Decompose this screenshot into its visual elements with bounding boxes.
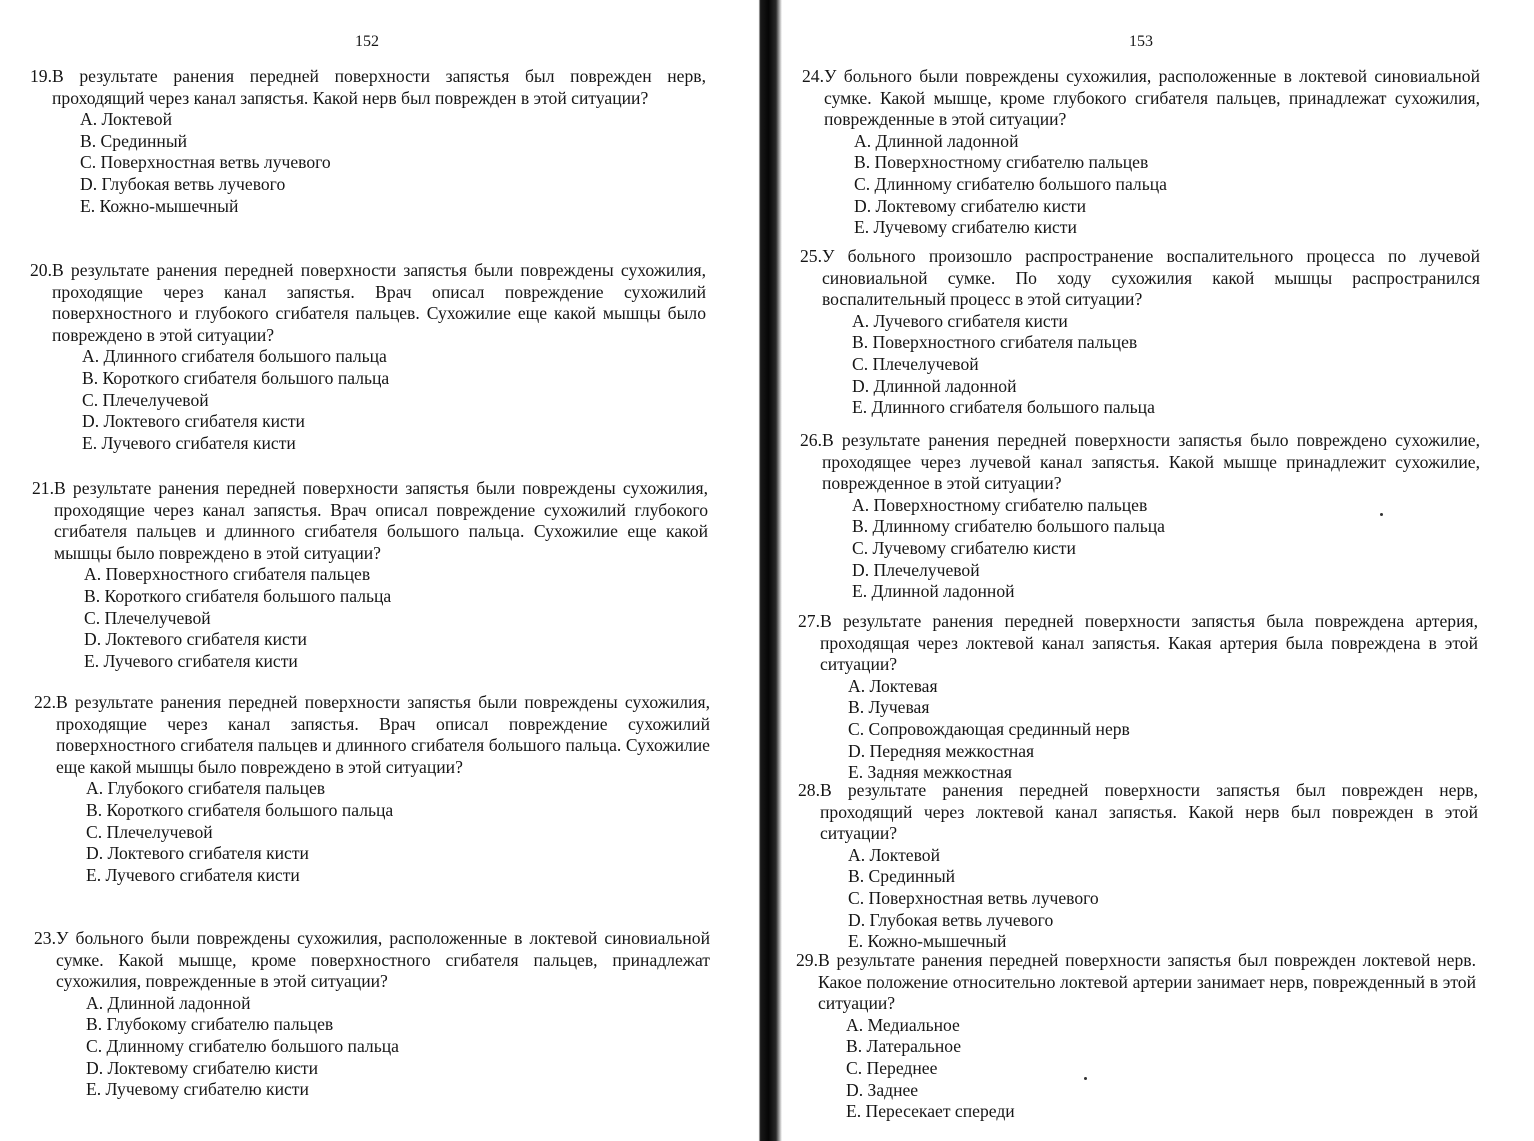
scan-speck (1380, 513, 1383, 516)
question-number: 25. (800, 246, 822, 266)
question-22 (34, 692, 710, 886)
answer-option: D. Передняя межкостная (848, 740, 1035, 761)
question-text: В результате ранения передней поверхности запястья было повреждено сухожилие, проходящее через лучевой канал запястья. Какой мышце принадлежит сухожилие, поврежденное в этой ситуации? (822, 430, 1480, 494)
page-number: 153 (1129, 33, 1153, 50)
answer-option: D. Локтевому сгибателю кисти (854, 195, 1087, 216)
question-number: 21. (32, 478, 54, 498)
answer-options (30, 346, 706, 454)
answer-option: B. Поверхностному сгибателю пальцев (854, 152, 1149, 173)
answer-option: C. Плечелучевой (86, 821, 213, 842)
question-text: В результате ранения передней поверхности запястья был поврежден нерв, проходящий через канал запястья. Какой нерв был поврежден в этой ситуации? (52, 66, 706, 108)
answer-option: E. Длинного сгибателя большого пальца (852, 397, 1155, 418)
question-number: 22. (34, 692, 56, 712)
answer-option: B. Поверхностного сгибателя пальцев (852, 332, 1138, 353)
answer-option: C. Лучевому сгибателю кисти (852, 537, 1076, 558)
answer-options (800, 495, 1480, 603)
answer-option: A. Поверхностного сгибателя пальцев (84, 564, 371, 585)
answer-option: D. Локтевого сгибателя кисти (82, 411, 305, 432)
answer-option: A. Локтевая (848, 675, 938, 696)
answer-option: C. Поверхностная ветвь лучевого (848, 887, 1099, 908)
answer-option: E. Лучевого сгибателя кисти (82, 432, 296, 453)
answer-option: E. Пересекает спереди (846, 1101, 1015, 1122)
question-text: В результате ранения передней поверхности запястья была повреждена артерия, проходящая через локтевой канал запястья. Какая артерия была повреждена в этой ситуации? (820, 611, 1478, 675)
answer-options (796, 1015, 1476, 1123)
answer-option: A. Длинной ладонной (854, 130, 1019, 151)
answer-option: D. Локтевого сгибателя кисти (86, 843, 309, 864)
answer-options (798, 676, 1478, 784)
answer-option: B. Глубокому сгибателю пальцев (86, 1014, 334, 1035)
question-29 (796, 950, 1476, 1123)
answer-options (32, 564, 708, 672)
question-number: 23. (34, 928, 56, 948)
answer-options (798, 845, 1478, 953)
answer-option: C. Плечелучевой (84, 607, 211, 628)
question-23 (34, 928, 710, 1101)
question-text: В результате ранения передней поверхности запястья были повреждены сухожилия, проходящие через канал запястья. Врач описал повреждение сухожилий поверхностного сгибателя пальцев и длинного сгибателя большого пальца. Сухожилие еще какой мышцы было повреждено в этой ситуации? (56, 692, 710, 777)
scan-speck (1084, 1077, 1087, 1080)
answer-option: B. Срединный (848, 866, 956, 887)
answer-option: D. Глубокая ветвь лучевого (80, 173, 286, 194)
answer-option: A. Медиальное (846, 1014, 960, 1035)
answer-options (802, 131, 1480, 239)
question-20 (30, 260, 706, 454)
answer-option: C. Переднее (846, 1057, 938, 1078)
answer-option: A. Локтевой (80, 109, 173, 130)
answer-option: B. Срединный (80, 130, 188, 151)
answer-option: C. Плечелучевой (82, 389, 209, 410)
answer-option: D. Длинной ладонной (852, 375, 1017, 396)
question-21 (32, 478, 708, 672)
question-text: В результате ранения передней поверхности запястья были повреждены сухожилия, проходящие через канал запястья. Врач описал повреждение сухожилий глубокого сгибателя пальцев и длинного сгибателя большого пальца. Сухожилие еще какой мышцы было повреждено в этой ситуации? (54, 478, 708, 563)
question-number: 27. (798, 611, 820, 631)
page-number: 152 (355, 33, 379, 50)
question-text: У больного были повреждены сухожилия, расположенные в локтевой синовиальной сумке. Какой мышце, кроме поверхностного сгибателя пальцев, принадлежат сухожилия, поврежденные в этой ситуации? (56, 928, 710, 992)
answer-option: D. Заднее (846, 1079, 919, 1100)
answer-option: D. Глубокая ветвь лучевого (848, 909, 1054, 930)
answer-option: E. Лучевого сгибателя кисти (84, 650, 298, 671)
question-text: В результате ранения передней поверхности запястья был поврежден нерв, проходящий через локтевой канал запястья. Какой нерв был поврежден в этой ситуации? (820, 780, 1478, 844)
question-24 (802, 66, 1480, 239)
answer-option: D. Локтевого сгибателя кисти (84, 629, 307, 650)
answer-option: E. Кожно-мышечный (848, 931, 1007, 952)
answer-option: B. Лучевая (848, 697, 930, 718)
answer-option: D. Локтевому сгибателю кисти (86, 1057, 319, 1078)
answer-option: C. Длинному сгибателю большого пальца (854, 173, 1167, 194)
answer-option: A. Глубокого сгибателя пальцев (86, 778, 326, 799)
answer-option: C. Поверхностная ветвь лучевого (80, 152, 331, 173)
question-27 (798, 611, 1478, 784)
book-gutter-shadow (752, 0, 782, 1141)
answer-option: E. Задняя межкостная (848, 762, 1012, 783)
answer-options (34, 778, 710, 886)
answer-option: A. Поверхностному сгибателю пальцев (852, 494, 1148, 515)
question-28 (798, 780, 1478, 953)
answer-option: E. Кожно-мышечный (80, 195, 239, 216)
answer-options (30, 109, 706, 217)
answer-option: B. Длинному сгибателю большого пальца (852, 516, 1165, 537)
answer-option: E. Лучевому сгибателю кисти (854, 217, 1077, 238)
answer-option: B. Короткого сгибателя большого пальца (86, 799, 394, 820)
answer-option: E. Лучевого сгибателя кисти (86, 864, 300, 885)
question-text: У больного были повреждены сухожилия, расположенные в локтевой синовиальной сумке. Какой мышце, кроме глубокого сгибателя пальцев, принадлежат сухожилия, поврежденные в этой ситуации? (824, 66, 1480, 130)
answer-option: A. Локтевой (848, 844, 941, 865)
question-25 (800, 246, 1480, 419)
answer-option: B. Латеральное (846, 1036, 962, 1057)
question-19 (30, 66, 706, 217)
question-number: 24. (802, 66, 824, 86)
answer-option: C. Плечелучевой (852, 353, 979, 374)
answer-option: B. Короткого сгибателя большого пальца (84, 585, 392, 606)
answer-options (800, 311, 1480, 419)
answer-option: B. Короткого сгибателя большого пальца (82, 367, 390, 388)
answer-option: E. Лучевому сгибателю кисти (86, 1079, 309, 1100)
question-text: В результате ранения передней поверхности запястья были повреждены сухожилия, проходящие через канал запястья. Врач описал повреждение сухожилий поверхностного и глубокого сгибателя пальцев. Сухожилие еще какой мышцы было повреждено в этой ситуации? (52, 260, 706, 345)
answer-option: D. Плечелучевой (852, 559, 980, 580)
question-26 (800, 430, 1480, 603)
question-number: 19. (30, 66, 52, 86)
answer-option: A. Длинного сгибателя большого пальца (82, 346, 387, 367)
answer-option: C. Длинному сгибателю большого пальца (86, 1035, 399, 1056)
answer-options (34, 993, 710, 1101)
question-text: В результате ранения передней поверхности запястья был поврежден локтевой нерв. Какое положение относительно локтевой артерии занимает нерв, поврежденный в этой ситуации? (818, 950, 1476, 1014)
question-number: 20. (30, 260, 52, 280)
answer-option: A. Лучевого сгибателя кисти (852, 310, 1068, 331)
question-number: 26. (800, 430, 822, 450)
answer-option: C. Сопровождающая срединный нерв (848, 718, 1130, 739)
question-number: 28. (798, 780, 820, 800)
answer-option: E. Длинной ладонной (852, 581, 1015, 602)
question-text: У больного произошло распространение воспалительного процесса по лучевой синовиальной сумке. По ходу сухожилия какой мышцы распространился воспалительный процесс в этой ситуации? (822, 246, 1480, 310)
question-number: 29. (796, 950, 818, 970)
answer-option: A. Длинной ладонной (86, 992, 251, 1013)
